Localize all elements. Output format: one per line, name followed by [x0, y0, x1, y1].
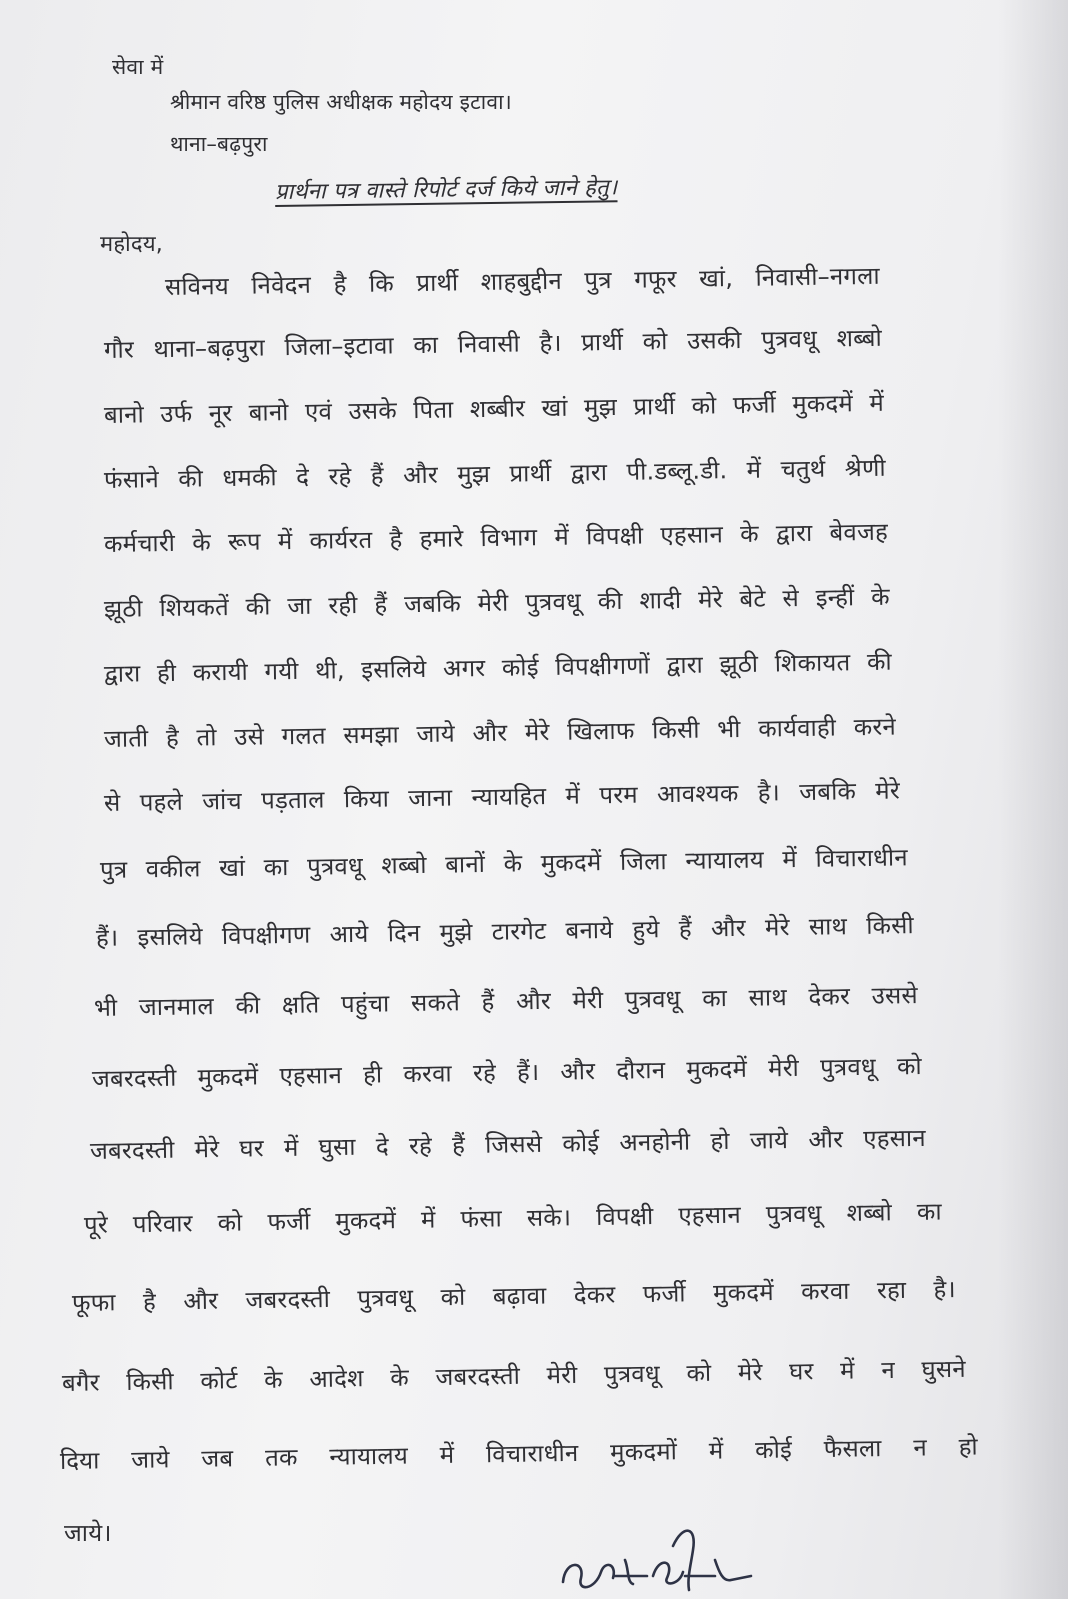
salutation-to: सेवा में — [112, 55, 164, 79]
body-line: सविनय निवेदन है कि प्रार्थी शाहबुद्दीन पुत्र गफूर खां, निवासी–नगला — [164, 261, 881, 301]
body-line: झूठी शियकतें की जा रही हैं जबकि मेरी पुत्रवधू की शादी मेरे बेटे से इन्हीं के — [103, 582, 890, 623]
body-line: कर्मचारी के रूप में कार्यरत है हमारे विभाग में विपक्षी एहसान के द्वारा बेवजह — [103, 517, 889, 558]
body-line: द्वारा ही करायी गयी थी, इसलिये अगर कोई विपक्षीगणों द्वारा झूठी शिकायत की — [103, 647, 893, 688]
body-line: बगैर किसी कोर्ट के आदेश के जबरदस्ती मेरी पुत्रवधू को मेरे घर में न घुसने — [61, 1354, 967, 1397]
greeting: महोदय, — [100, 232, 163, 257]
body-line: फूफा है और जबरदस्ती पुत्रवधू को बढ़ावा देकर फर्जी मुकदमें करवा रहा है। — [71, 1275, 957, 1317]
body-line: पूरे परिवार को फर्जी मुकदमें में फंसा सके। विपक्षी एहसान पुत्रवधू शब्बो का — [83, 1197, 942, 1239]
signature — [555, 1520, 775, 1599]
police-station: थाना–बढ़पुरा — [170, 132, 268, 156]
body-line: फंसाने की धमकी दे रहे हैं और मुझ प्रार्थी द्वारा पी.डब्लू.डी. में चतुर्थ श्रेणी — [103, 453, 886, 494]
body-line: दिया जाये जब तक न्यायालय में विचाराधीन मुकदमों में कोई फैसला न हो — [59, 1432, 979, 1475]
body-line: बानो उर्फ नूर बानो एवं उसके पिता शब्बीर खां मुझ प्रार्थी को फर्जी मुकदमें में — [103, 388, 885, 429]
body-line: भी जानमाल की क्षति पहुंचा सकते हैं और मेरी पुत्रवधू का साथ देकर उससे — [93, 981, 919, 1022]
body-line: हैं। इसलिये विपक्षीगण आये दिन मुझे टारगेट बनाये हुये हैं और मेरे साथ किसी — [95, 911, 914, 952]
body-line: गौर थाना–बढ़पुरा जिला–इटावा का निवासी है। प्रार्थी को उसकी पुत्रवधू शब्बो — [103, 323, 883, 364]
subject-line: प्रार्थना पत्र वास्ते रिपोर्ट दर्ज किये जाने हेतु। — [274, 175, 618, 205]
addressee: श्रीमान वरिष्ठ पुलिस अधीक्षक महोदय इटावा। — [170, 90, 512, 114]
body-line: जबरदस्ती मुकदमें एहसान ही करवा रहे हैं। और दौरान मुकदमें मेरी पुत्रवधू को — [91, 1051, 923, 1093]
body-line: पुत्र वकील खां का पुत्रवधू शब्बो बानों के मुकदमें जिला न्यायालय में विचाराधीन — [99, 843, 909, 884]
body-line: जाती है तो उसे गलत समझा जाये और मेरे खिलाफ किसी भी कार्यवाही करने — [103, 712, 897, 753]
body-line-last: जाये। — [64, 1519, 112, 1547]
page-shadow — [998, 0, 1068, 1599]
body-line: जबरदस्ती मेरे घर में घुसा दे रहे हैं जिससे कोई अनहोनी हो जाये और एहसान — [89, 1123, 927, 1165]
body-line: से पहले जांच पड़ताल किया जाना न्यायहित में परम आवश्यक है। जबकि मेरे — [103, 776, 901, 817]
signature-scribble — [555, 1520, 775, 1599]
